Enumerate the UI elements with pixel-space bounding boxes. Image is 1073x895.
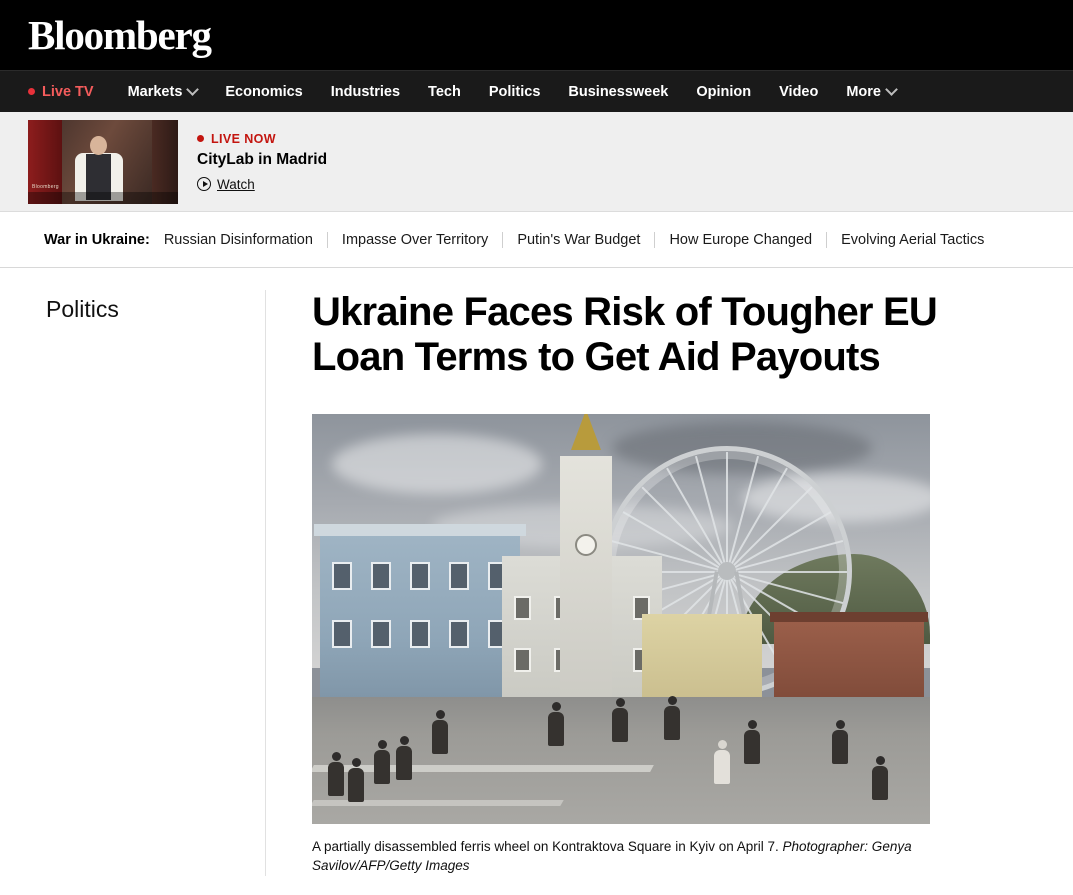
live-dot-icon (197, 135, 204, 142)
nav-item-label: Businessweek (568, 83, 669, 100)
thumbnail-person-head (90, 136, 107, 155)
image-person (714, 740, 730, 784)
main-navigation (0, 70, 1073, 112)
nav-item-label: Live TV (42, 83, 94, 100)
nav-item-more[interactable] (846, 84, 896, 100)
image-person (612, 698, 628, 742)
play-icon (197, 177, 211, 191)
caption-text: A partially disassembled ferris wheel on Kontraktova Square in Kyiv on April 7. (312, 838, 783, 854)
nav-item-tech[interactable] (428, 84, 461, 100)
nav-item-markets[interactable] (128, 84, 198, 100)
image-building-red (774, 620, 924, 706)
image-building-yellow (642, 614, 762, 706)
live-dot-icon (28, 88, 35, 95)
masthead (0, 0, 1073, 70)
image-person (396, 736, 412, 780)
topic-link-impasse-over-territory[interactable]: Impasse Over Territory (327, 232, 502, 248)
image-tower-spire (571, 414, 601, 450)
thumbnail-overlay-text: Bloomberg (32, 183, 59, 190)
topic-link-evolving-aerial-tactics[interactable]: Evolving Aerial Tactics (826, 232, 998, 248)
watch-link[interactable] (197, 177, 327, 192)
article-body (265, 290, 1073, 876)
live-promo-banner[interactable] (0, 112, 1073, 212)
watch-label: Watch (217, 176, 255, 192)
image-building-blue (320, 531, 520, 706)
topic-bar (0, 212, 1073, 268)
image-person (664, 696, 680, 740)
nav-item-label: Economics (225, 83, 303, 100)
thumbnail-bottom-strip (28, 192, 178, 204)
article-content (0, 268, 1073, 876)
live-now-label: LIVE NOW (211, 131, 277, 146)
image-person (348, 758, 364, 802)
topic-link-putins-war-budget[interactable]: Putin's War Budget (502, 232, 654, 248)
topic-link-russian-disinformation[interactable]: Russian Disinformation (163, 231, 313, 248)
caption-credit: Photographer: Genya Savilov/AFP/Getty Images (312, 838, 912, 874)
live-promo-text (197, 132, 327, 192)
image-tower-clock (575, 534, 597, 556)
topic-bar-label: War in Ukraine: (44, 231, 150, 248)
image-person (548, 702, 564, 746)
nav-item-label: More (846, 83, 881, 100)
image-person (832, 720, 848, 764)
page-title: Ukraine Faces Risk of Tougher EU Loan Terms to Get Aid Payouts (312, 290, 937, 379)
nav-item-live-tv[interactable] (28, 84, 94, 100)
nav-item-label: Opinion (696, 83, 752, 100)
bloomberg-logo[interactable]: Bloomberg (28, 11, 211, 58)
nav-item-video[interactable] (779, 84, 818, 100)
article-lead-image (312, 414, 930, 824)
image-clock-tower (560, 456, 612, 706)
chevron-down-icon (188, 85, 197, 94)
topic-link-how-europe-changed[interactable]: How Europe Changed (654, 232, 826, 248)
nav-item-label: Tech (428, 83, 461, 100)
article-category[interactable]: Politics (46, 296, 119, 322)
live-now-badge (197, 132, 327, 146)
image-person (374, 740, 390, 784)
chevron-down-icon (887, 85, 896, 94)
image-cloud (332, 434, 542, 494)
image-person (872, 756, 888, 800)
nav-item-economics[interactable] (225, 84, 302, 100)
image-person (432, 710, 448, 754)
nav-item-label: Markets (127, 83, 183, 100)
nav-item-label: Politics (488, 83, 541, 100)
nav-item-politics[interactable] (489, 84, 541, 100)
live-promo-thumbnail[interactable] (28, 120, 178, 204)
left-rail (0, 290, 265, 876)
image-person (744, 720, 760, 764)
image-caption (312, 837, 930, 876)
nav-item-opinion[interactable] (696, 84, 751, 100)
live-promo-title: CityLab in Madrid (197, 150, 328, 168)
nav-item-label: Industries (330, 83, 401, 100)
nav-item-label: Video (779, 83, 819, 100)
nav-item-businessweek[interactable] (568, 84, 668, 100)
nav-item-industries[interactable] (331, 84, 400, 100)
image-person (328, 752, 344, 796)
